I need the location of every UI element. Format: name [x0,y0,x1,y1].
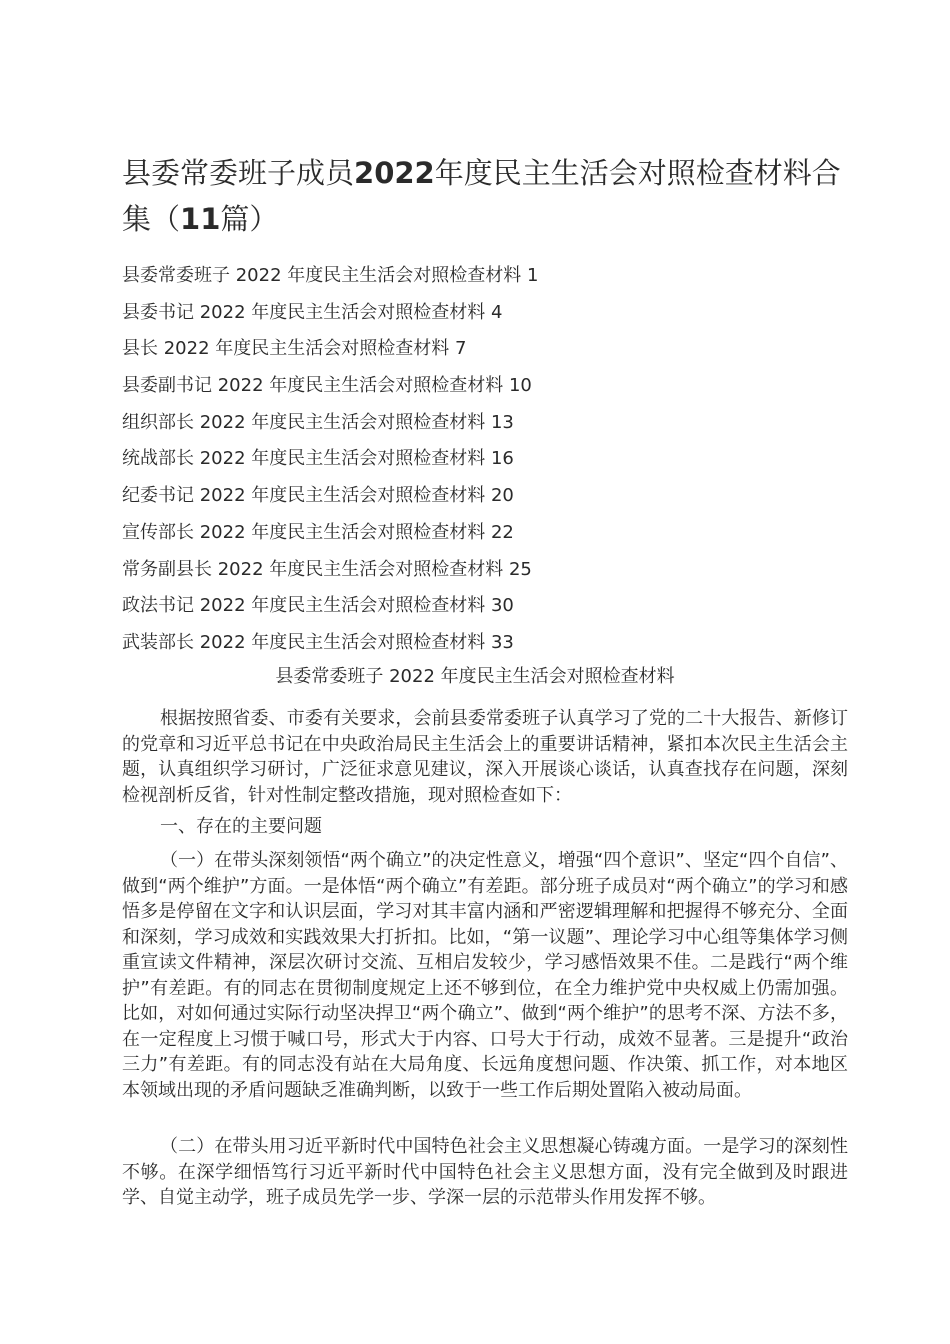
paragraph-1: （一）在带头深刻领悟“两个确立”的决定性意义，增强“四个意识”、坚定“四个自信”、做到“两个维护”方面。一是体悟“两个确立”有差距。部分班子成员对“两个确立”的学习和感悟多是停留在文字和认识层面，学习对其丰富内涵和严密逻辑理解和把握得不够充分、全面和深刻，学习成效和实践效果大打折扣。比如，“第一议题”、理论学习中心组等集体学习侧重宣读文件精神，深层次研讨交流、互相启发较少，学习感悟效果不佳。二是践行“两个维护”有差距。有的同志在贯彻制度规定上还不够到位，在全力维护党中央权威上仍需加强。比如，对如何通过实际行动坚决捍卫“两个确立”、做到“两个维护”的思考不深、方法不多，在一定程度上习惯于喊口号，形式大于内容、口号大于行动，成效不显著。三是提升“政治三力”有差距。有的同志没有站在大局角度、长远角度想问题、作决策、抓工作，对本地区本领域出现的矛盾问题缺乏准确判断，以致于一些工作后期处置陷入被动局面。 [122,850,848,1101]
toc-item: 武装部长 2022 年度民主生活会对照检查材料 33 [122,631,514,653]
toc-item: 县长 2022 年度民主生活会对照检查材料 7 [122,338,467,360]
toc-item: 组织部长 2022 年度民主生活会对照检查材料 13 [122,411,514,433]
toc-item: 县委副书记 2022 年度民主生活会对照检查材料 10 [122,375,532,397]
toc-item: 统战部长 2022 年度民主生活会对照检查材料 16 [122,448,514,470]
title-text-2: 年度民主生活会对照检查材料合集（ [122,156,841,236]
title-text-3: 篇） [220,202,279,236]
document-title [122,150,842,242]
title-count: 11 [180,202,221,236]
table-of-contents [122,258,842,662]
toc-item: 宣传部长 2022 年度民主生活会对照检查材料 22 [122,521,514,543]
section-title: 县委常委班子 2022 年度民主生活会对照检查材料 [275,666,675,687]
title-text: 县委常委班子成员 [122,156,355,190]
toc-item: 常务副县长 2022 年度民主生活会对照检查材料 25 [122,558,532,580]
paragraph-2: （二）在带头用习近平新时代中国特色社会主义思想凝心铸魂方面。一是学习的深刻性不够。在深学细悟笃行习近平新时代中国特色社会主义思想方面，没有完全做到及时跟进学、自觉主动学，班子成员先学一步、学深一层的示范带头作用发挥不够。 [122,1136,848,1208]
toc-item: 县委书记 2022 年度民主生活会对照检查材料 4 [122,301,503,323]
title-year: 2022 [354,156,435,190]
heading-main-problems: 一、存在的主要问题 [160,816,322,837]
toc-item: 政法书记 2022 年度民主生活会对照检查材料 30 [122,595,514,617]
intro-paragraph: 根据按照省委、市委有关要求，会前县委常委班子认真学习了党的二十大报告、新修订的党章和习近平总书记在中央政治局民主生活会上的重要讲话精神，紧扣本次民主生活会主题，认真组织学习研讨，广泛征求意见建议，深入开展谈心谈话，认真查找存在问题，深刻检视剖析反省，针对性制定整改措施，现对照检查如下： [122,708,848,806]
toc-item: 县委常委班子 2022 年度民主生活会对照检查材料 1 [122,265,539,286]
toc-item: 纪委书记 2022 年度民主生活会对照检查材料 20 [122,485,514,507]
